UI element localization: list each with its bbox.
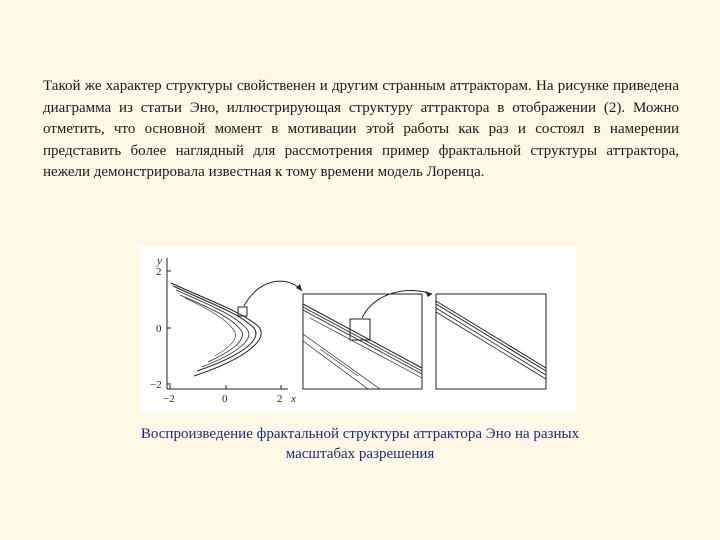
- caption-line-2: масштабах разрешения: [285, 446, 435, 462]
- panel-zoom-1: [303, 294, 422, 389]
- caption-line-1: Воспроизведение фрактальной структуры аттрактора Эно на разных: [140, 426, 580, 442]
- body-paragraph: Такой же характер структуры свойственен и другим странным аттракторам. На рисунке приведена диаграмма из статьи Эно, иллюстрирующая структуру аттрактора в отображении (2). Можно отметить, что основной момент в мотивации этой работы как раз и состоял в намерении представить более наглядный для рассмотрения пример фрактальной структуры аттрактора, нежели демонстрировала известная к тому времени модель Лоренца.: [43, 78, 679, 180]
- x-tick-label: 2: [277, 393, 283, 405]
- y-tick-label: 0: [156, 323, 162, 335]
- x-tick-label: −2: [163, 393, 175, 405]
- y-axis-label: y: [157, 255, 162, 267]
- panel-zoom-2: [436, 294, 546, 389]
- y-tick-label: −2: [150, 379, 162, 391]
- zoom-arrow-1: [244, 281, 302, 306]
- henon-attractor-figure: [140, 246, 576, 412]
- panel-full-attractor: [167, 258, 288, 389]
- figure-caption: [80, 424, 640, 464]
- y-tick-label: 2: [156, 266, 162, 278]
- x-tick-label: 0: [222, 393, 228, 405]
- zoom-box-1: [238, 307, 247, 316]
- x-axis-label: x: [291, 393, 296, 405]
